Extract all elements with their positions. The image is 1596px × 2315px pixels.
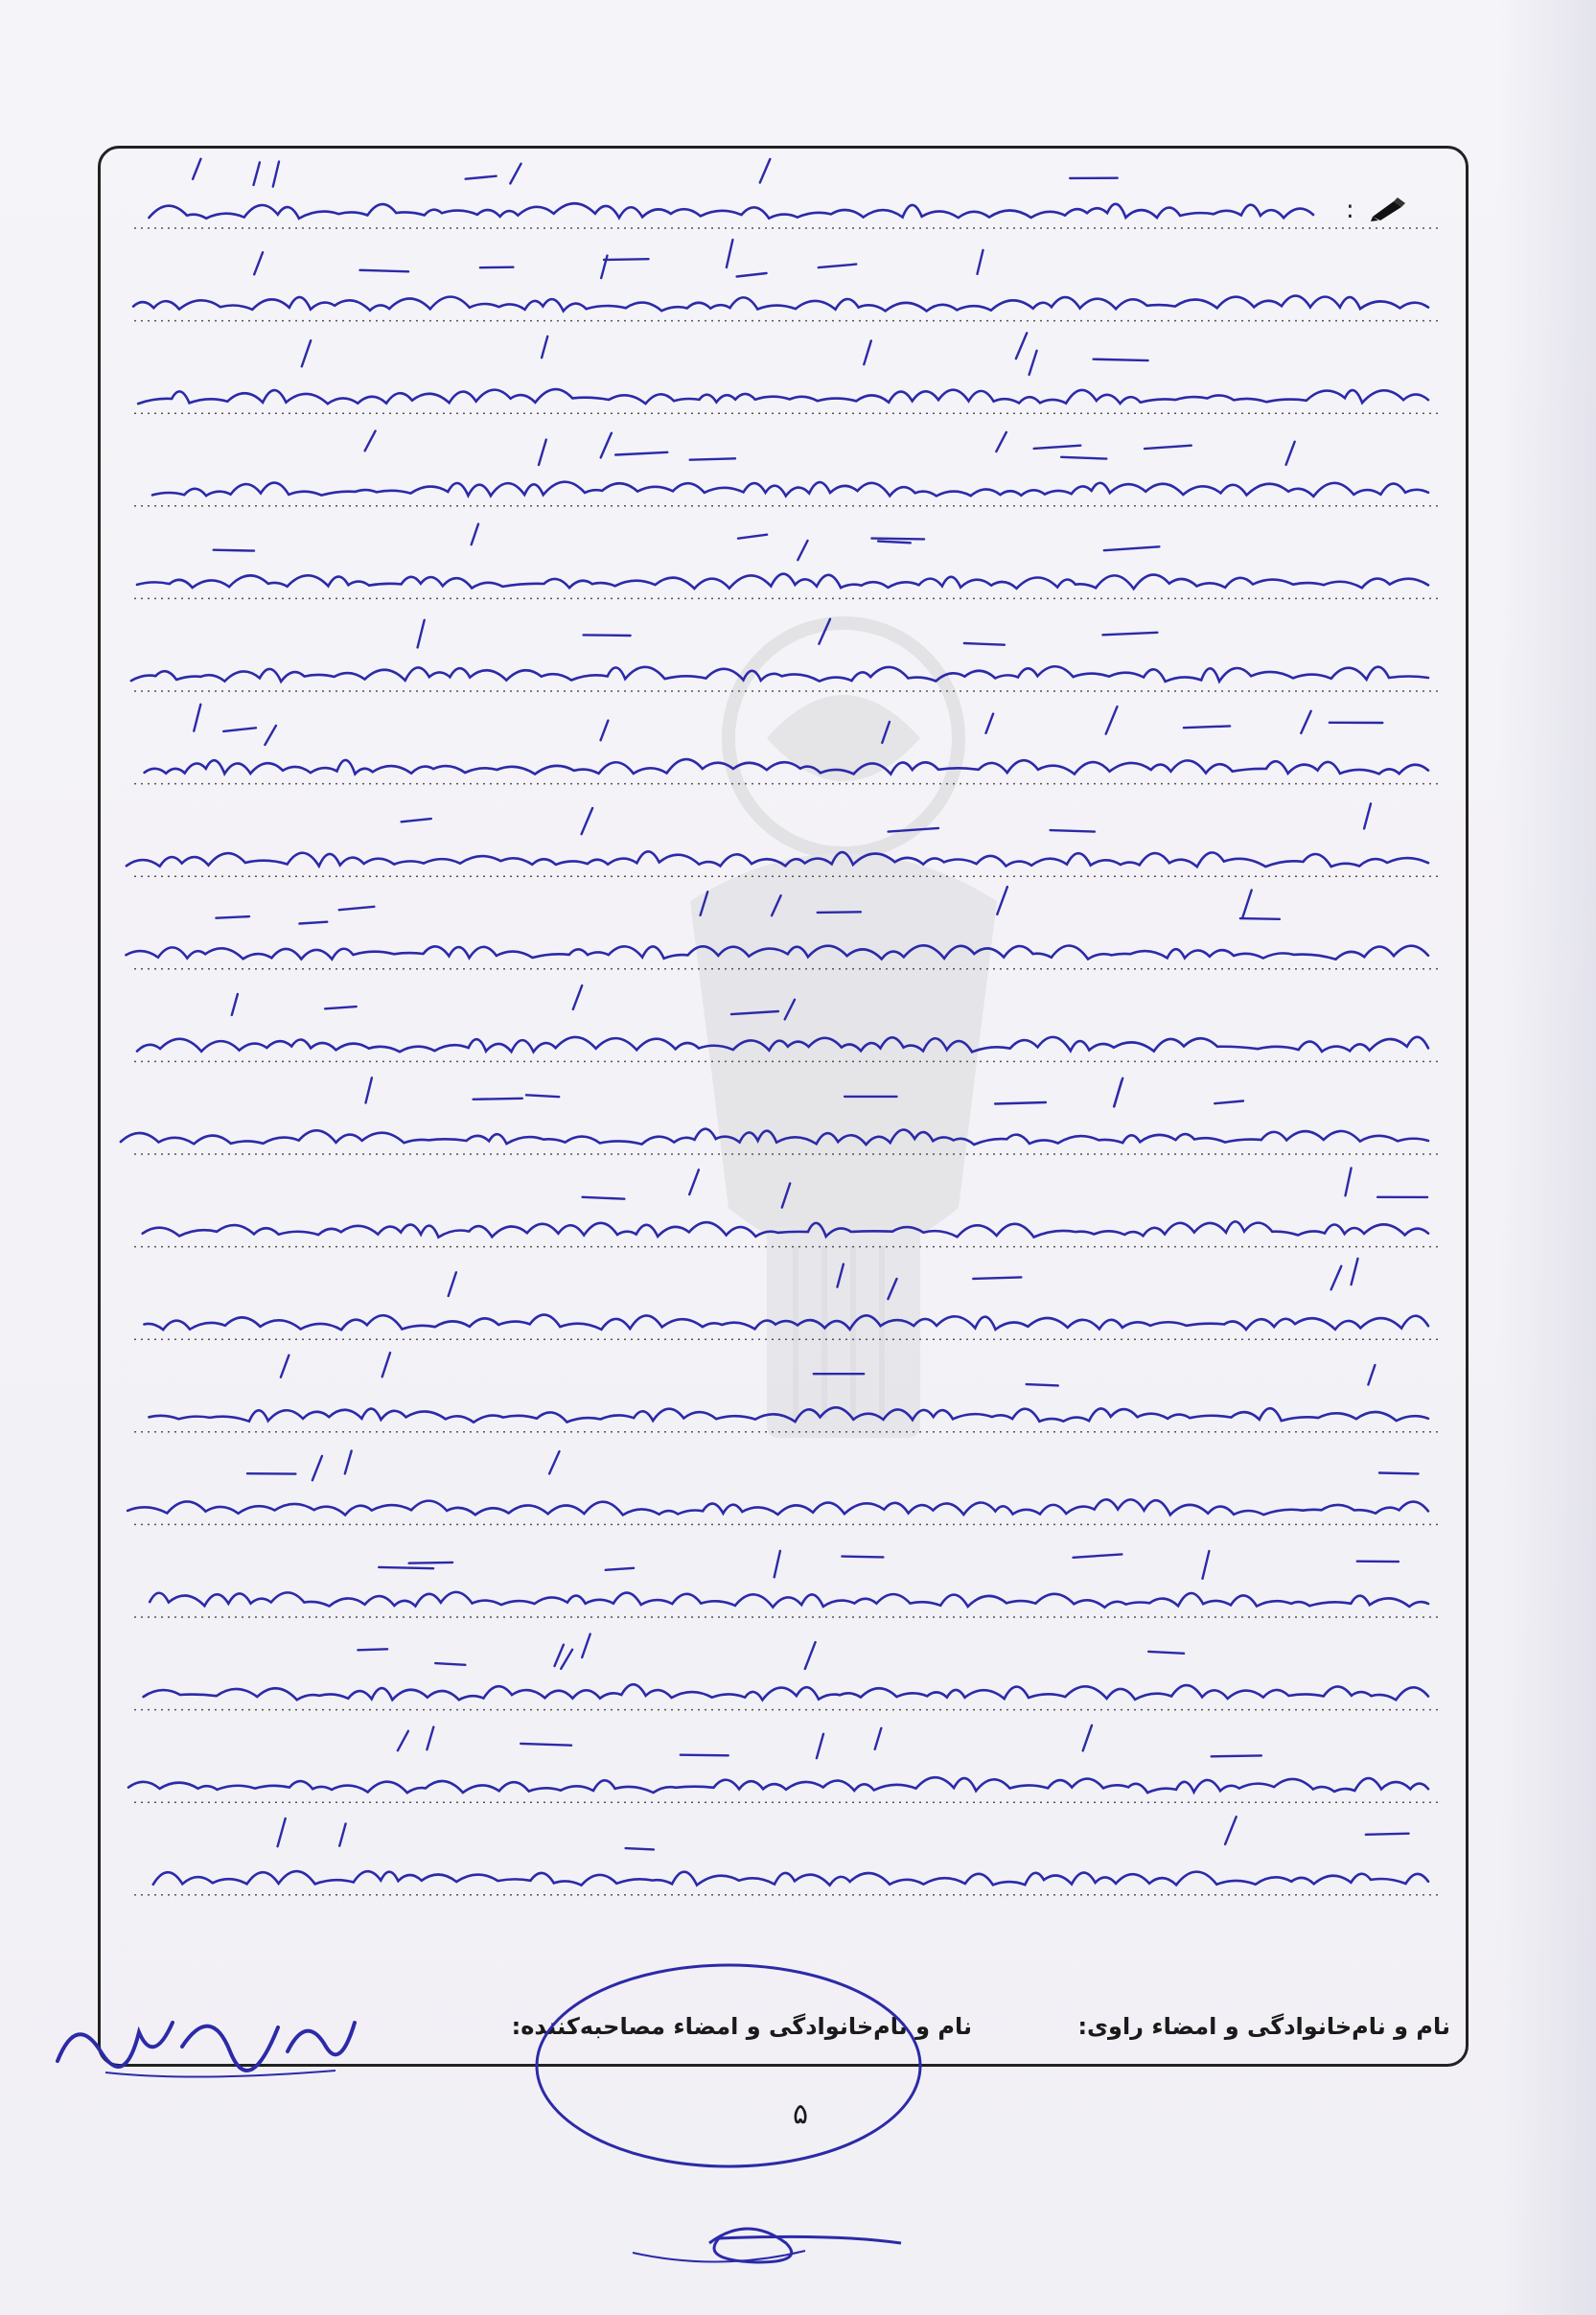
diacritic-mark <box>1029 351 1037 375</box>
diacritic-mark <box>1214 1101 1243 1104</box>
diacritic-mark <box>273 162 279 187</box>
diacritic-mark <box>760 159 771 183</box>
diacritic-mark <box>601 721 609 741</box>
diacritic-mark <box>1366 1834 1409 1835</box>
diacritic-mark <box>1225 1817 1237 1844</box>
diacritic-mark <box>818 912 861 913</box>
interviewer-signature <box>518 1956 939 2281</box>
diacritic-mark <box>995 1102 1046 1104</box>
diacritic-mark <box>842 1557 883 1558</box>
handwriting-line <box>152 482 1428 497</box>
diacritic-mark <box>549 1451 559 1473</box>
diacritic-mark <box>878 542 911 544</box>
diacritic-mark <box>731 1011 778 1014</box>
diacritic-mark <box>427 1727 433 1750</box>
diacritic-mark <box>382 1353 390 1377</box>
diacritic-mark <box>278 1818 286 1846</box>
handwriting-line <box>149 203 1313 219</box>
diacritic-mark <box>480 267 514 268</box>
diacritic-mark <box>888 1279 896 1299</box>
diacritic-mark <box>782 1184 790 1208</box>
diacritic-mark <box>1104 546 1160 550</box>
diacritic-mark <box>472 524 478 545</box>
diacritic-mark <box>193 159 200 179</box>
diacritic-mark <box>689 1169 699 1194</box>
diacritic-mark <box>798 541 807 560</box>
diacritic-mark <box>1368 1365 1375 1385</box>
diacritic-mark <box>520 1744 571 1746</box>
handwriting-line <box>138 389 1428 404</box>
diacritic-mark <box>339 907 375 910</box>
handwriting-line <box>153 1871 1428 1886</box>
handwriting-line <box>144 1684 1428 1700</box>
diacritic-mark <box>561 1650 572 1669</box>
diacritic-mark <box>214 550 254 551</box>
diacritic-mark <box>819 619 830 644</box>
diacritic-mark <box>1027 1384 1058 1385</box>
diacritic-mark <box>254 252 263 274</box>
diacritic-mark <box>1286 442 1295 465</box>
diacritic-mark <box>1083 1725 1092 1751</box>
diacritic-mark <box>819 265 857 268</box>
narrator-signature <box>48 1994 364 2080</box>
diacritic-mark <box>978 250 983 274</box>
diacritic-mark <box>1379 1473 1419 1474</box>
diacritic-mark <box>738 535 767 539</box>
diacritic-mark <box>345 1451 352 1474</box>
diacritic-mark <box>539 440 546 465</box>
diacritic-mark <box>358 1649 387 1650</box>
diacritic-mark <box>1114 1078 1122 1107</box>
diacritic-mark <box>1094 359 1148 360</box>
diacritic-mark <box>615 452 667 455</box>
diacritic-mark <box>875 1728 882 1749</box>
diacritic-mark <box>864 341 871 365</box>
diacritic-mark <box>1203 1551 1210 1579</box>
marker-colon: : <box>1346 196 1354 224</box>
diacritic-mark <box>727 240 733 267</box>
diacritic-mark <box>379 1567 433 1568</box>
diacritic-mark <box>584 635 631 636</box>
diacritic-mark <box>402 819 431 822</box>
diacritic-mark <box>986 714 994 733</box>
diacritic-mark <box>418 620 425 648</box>
diacritic-mark <box>805 1642 816 1669</box>
diacritic-mark <box>626 1848 654 1849</box>
diacritic-mark <box>1352 1259 1358 1285</box>
diacritic-mark <box>871 539 924 540</box>
diacritic-mark <box>1184 726 1230 728</box>
diacritic-mark <box>964 643 1005 645</box>
diacritic-mark <box>690 458 735 459</box>
diacritic-mark <box>997 887 1007 914</box>
diacritic-mark <box>1106 706 1118 734</box>
diacritic-mark <box>555 1645 564 1666</box>
handwriting-line <box>144 1315 1428 1331</box>
pen-icon <box>1369 196 1407 222</box>
diacritic-mark <box>466 176 497 179</box>
interviewer-signature-label: نام و نام‌خانوادگی و امضاء مصاحبه‌کننده: <box>511 2013 972 2040</box>
diacritic-mark <box>365 431 376 451</box>
diacritic-mark <box>1074 1554 1122 1557</box>
diacritic-mark <box>302 340 311 366</box>
diacritic-mark <box>775 1551 780 1577</box>
diacritic-mark <box>254 162 260 185</box>
diacritic-mark <box>785 1000 795 1020</box>
diacritic-mark <box>366 1077 372 1102</box>
diacritic-mark <box>1145 446 1191 449</box>
diacritic-mark <box>194 705 200 731</box>
diacritic-mark <box>583 1197 625 1199</box>
handwriting-line <box>137 574 1428 589</box>
handwriting-line <box>121 1129 1428 1145</box>
diacritic-mark <box>573 985 582 1009</box>
diacritic-mark <box>817 1734 823 1758</box>
handwriting-line <box>127 851 1428 867</box>
diacritic-mark <box>1212 1755 1261 1756</box>
diacritic-mark <box>449 1272 456 1296</box>
diacritic-mark <box>1148 1652 1184 1654</box>
diacritic-mark <box>1346 1169 1352 1196</box>
diacritic-mark <box>312 1456 322 1480</box>
diacritic-mark <box>1240 918 1280 919</box>
diacritic-mark <box>838 1264 844 1287</box>
diacritic-mark <box>542 336 547 358</box>
handwriting-line <box>137 1037 1428 1053</box>
diacritic-mark <box>604 259 648 260</box>
narrator-signature-label: نام و نام‌خانوادگی و امضاء راوی: <box>1077 2013 1450 2040</box>
diacritic-mark <box>1102 633 1157 636</box>
diacritic-mark <box>582 808 593 834</box>
handwriting-line <box>127 1499 1428 1515</box>
diacritic-mark <box>510 164 520 184</box>
diacritic-mark <box>889 828 938 832</box>
diacritic-mark <box>1051 830 1095 832</box>
diacritic-mark <box>339 1824 345 1846</box>
diacritic-mark <box>1301 711 1310 733</box>
diacritic-mark <box>606 1568 634 1570</box>
handwriting-line <box>145 759 1428 774</box>
diacritic-mark <box>701 891 708 915</box>
diacritic-mark <box>232 994 238 1015</box>
diacritic-mark <box>1016 333 1027 359</box>
diacritic-mark <box>1034 446 1081 449</box>
diacritic-mark <box>1061 457 1106 459</box>
diacritic-mark <box>474 1099 522 1100</box>
diacritic-mark <box>772 895 781 915</box>
diacritic-mark <box>681 1755 729 1756</box>
diacritic-mark <box>216 916 249 918</box>
diacritic-mark <box>223 728 256 731</box>
diacritic-mark <box>360 270 409 272</box>
diacritic-mark <box>398 1731 408 1750</box>
diacritic-mark <box>996 432 1006 451</box>
page-number: ۵ <box>792 2097 809 2131</box>
diacritic-mark <box>973 1277 1021 1279</box>
diacritic-mark <box>582 1634 590 1657</box>
handwriting-line <box>133 296 1428 312</box>
handwriting-line <box>143 1221 1428 1237</box>
handwriting-line <box>126 945 1428 959</box>
diacritic-mark <box>882 722 890 743</box>
diacritic-mark <box>526 1095 559 1097</box>
handwriting-line <box>128 1777 1428 1793</box>
diacritic-mark <box>265 726 276 745</box>
handwriting-line <box>131 666 1428 682</box>
diacritic-mark <box>281 1355 289 1377</box>
diacritic-mark <box>299 922 327 924</box>
diacritic-mark <box>325 1007 357 1008</box>
diacritic-mark <box>1364 803 1371 828</box>
diacritic-mark <box>1331 1266 1342 1290</box>
handwriting-line <box>149 1407 1428 1422</box>
diacritic-mark <box>737 273 767 277</box>
diacritic-mark <box>435 1663 465 1665</box>
diacritic-mark <box>1242 891 1252 918</box>
handwriting-line <box>150 1592 1428 1608</box>
diacritic-mark <box>601 433 612 458</box>
